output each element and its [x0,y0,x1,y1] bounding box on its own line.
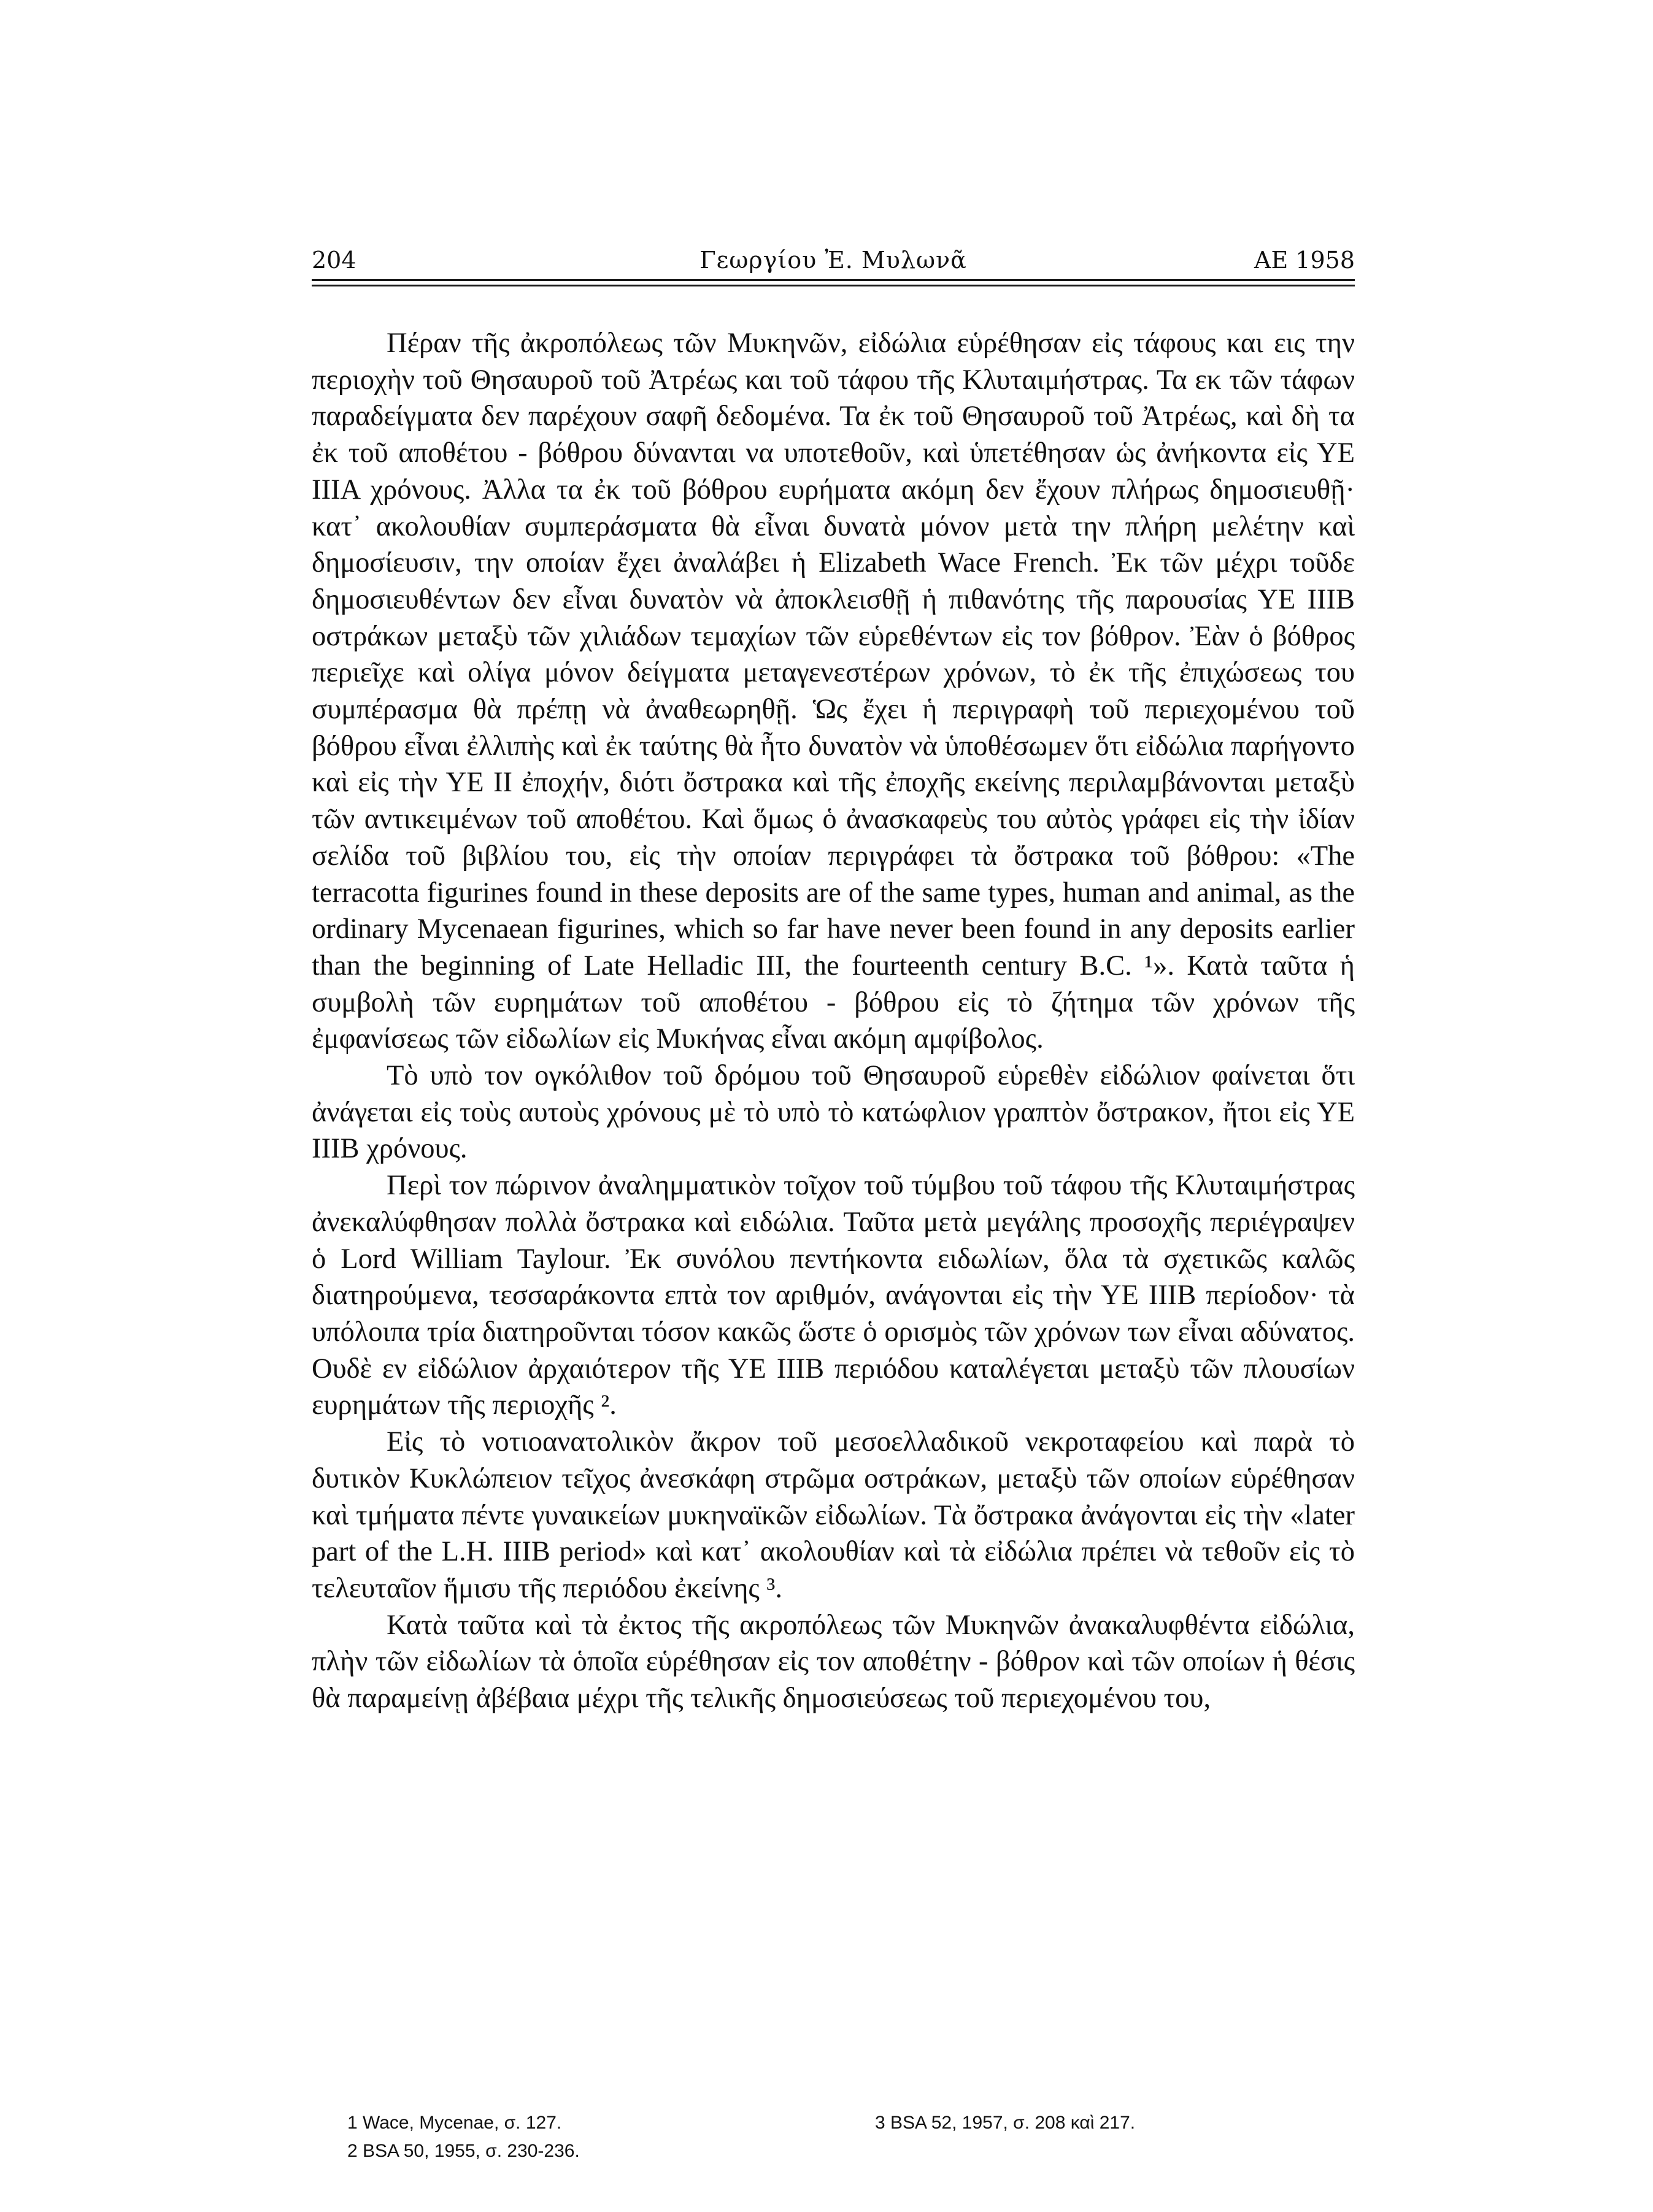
footnote-1: 1 Wace, Mycenae, σ. 127. [347,2113,562,2133]
running-head-journal: ΑΕ 1958 [1254,247,1355,274]
paragraph-2: Τὸ υπὸ τον ογκόλιθον τοῦ δρόμου τοῦ Θησαυροῦ εὑρεθὲν εἰδώλιον φαίνεται ὅτι ἀνάγεται εἰς τοὺς αυτοὺς χρόνους μὲ τὸ υπὸ τὸ κατώφλιον γραπτὸν ὄστρακον, ἤτοι εἰς ΥΕ ΙΙΙΒ χρόνους. [312,1060,1355,1165]
footnote-3: 3 BSA 52, 1957, σ. 208 καὶ 217. [875,2113,1136,2133]
header-rule-top [312,279,1355,281]
footnotes [312,2110,1355,2184]
running-head-author: Γεωργίου Ἐ. Μυλωνᾶ [699,247,967,274]
paragraph-5: Κατὰ ταῦτα καὶ τὰ ἐκτος τῆς ακροπόλεως τῶν Μυκηνῶν ἀνακαλυφθέντα εἰδώλια, πλὴν τῶν εἰδωλίων τὰ ὁποῖα εὑρέθησαν εἰς τον αποθέτην - βόθρον καὶ τῶν οποίων ἡ θέσις θὰ παραμείνῃ ἀβέβαια μέχρι τῆς τελικῆς δημοσιεύσεως τοῦ περιεχομένου του, [312,1609,1355,1715]
footnote-2: 2 BSA 50, 1955, σ. 230-236. [347,2141,580,2161]
header-rule-bottom [312,285,1355,286]
paragraph-3: Περὶ τον πώρινον ἀναλημματικὸν τοῖχον τοῦ τύμβου τοῦ τάφου τῆς Κλυταιμήστρας ἀνεκαλύφθησαν πολλὰ ὄστρακα καὶ ειδώλια. Ταῦτα μετὰ μεγάλης προσοχῆς περιέγραψεν ὁ Lord William Taylour. Ἐκ συνόλου πεντήκοντα ειδωλίων, ὅλα τὰ σχετικῶς καλῶς διατηρούμενα, τεσσαράκοντα επτὰ τον αριθμόν, ανάγονται εἰς τὴν ΥΕ ΙΙΙΒ περίοδον· τὰ υπόλοιπα τρία διατηροῦνται τόσον κακῶς ὥστε ὁ ορισμὸς τῶν χρόνων των εἶναι αδύνατος. Ουδὲ εν εἰδώλιον ἀρχαιότερον τῆς ΥΕ ΙΙΙΒ περιόδου καταλέγεται μεταξὺ τῶν πλουσίων ευρημάτων τῆς περιοχῆς ². [312,1170,1355,1421]
page-number: 204 [312,247,356,274]
paragraph-4: Εἰς τὸ νοτιοανατολικὸν ἄκρον τοῦ μεσοελλαδικοῦ νεκροταφείου καὶ παρὰ τὸ δυτικὸν Κυκλώπειον τεῖχος ἀνεσκάφη στρῶμα οστράκων, μεταξὺ τῶν οποίων εὑρέθησαν καὶ τμήματα πέντε γυναικείων μυκηναϊκῶν εἰδωλίων. Τὰ ὄστρακα ἀνάγονται εἰς τὴν «later part of the L.H. IIIB period» καὶ κατ᾽ ακολουθίαν καὶ τὰ εἰδώλια πρέπει νὰ τεθοῦν εἰς τὸ τελευταῖον ἥμισυ τῆς περιόδου ἐκείνης ³. [312,1426,1355,1604]
body-text [312,325,1355,1717]
paragraph-1: Πέραν τῆς ἀκροπόλεως τῶν Μυκηνῶν, εἰδώλια εὑρέθησαν εἰς τάφους και εις την περιοχὴν τοῦ Θησαυροῦ τοῦ Ἀτρέως και τοῦ τάφου τῆς Κλυταιμήστρας. Τα εκ τῶν τάφων παραδείγματα δεν παρέχουν σαφῆ δεδομένα. Τα ἐκ τοῦ Θησαυροῦ τοῦ Ἀτρέως, καὶ δὴ τα ἐκ τοῦ αποθέτου - βόθρου δύνανται να υποτεθοῦν, καὶ ὑπετέθησαν ὡς ἀνήκοντα εἰς ΥΕ ΙΙΙΑ χρόνους. Ἀλλα τα ἐκ τοῦ βόθρου ευρήματα ακόμη δεν ἔχουν πλήρως δημοσιευθῇ· κατ᾽ ακολουθίαν συμπεράσματα θὰ εἶναι δυνατὰ μόνον μετὰ την πλήρη μελέτην καὶ δημοσίευσιν, την οποίαν ἔχει ἀναλάβει ἡ Elizabeth Wace French. Ἐκ τῶν μέχρι τοῦδε δημοσιευθέντων δεν εἶναι δυνατὸν νὰ ἀποκλεισθῇ ἡ πιθανότης τῆς παρουσίας ΥΕ ΙΙΙΒ οστράκων μεταξὺ τῶν χιλιάδων τεμαχίων τῶν εὑρεθέντων εἰς τον βόθρον. Ἐὰν ὁ βόθρος περιεῖχε καὶ ολίγα μόνον δείγματα μεταγενεστέρων χρόνων, τὸ ἐκ τῆς ἐπιχώσεως του συμπέρασμα θὰ πρέπῃ νὰ ἀναθεωρηθῇ. Ὡς ἔχει ἡ περιγραφὴ τοῦ περιεχομένου τοῦ βόθρου εἶναι ἐλλιπὴς καὶ ἐκ ταύτης θὰ ἦτο δυνατὸν νὰ ὑποθέσωμεν ὅτι εἰδώλια παρήγοντο καὶ εἰς τὴν ΥΕ ΙΙ ἐποχήν, διότι ὄστρακα καὶ τῆς ἐποχῆς εκείνης περιλαμβάνονται μεταξὺ τῶν αντικειμένων τοῦ αποθέτου. Καὶ ὅμως ὁ ἀνασκαφεὺς του αὐτὸς γράφει εἰς τὴν ἰδίαν σελίδα τοῦ βιβλίου του, εἰς τὴν οποίαν περιγράφει τὰ ὄστρακα τοῦ βόθρου: «The terracotta figurines found in these deposits are of the same types, human and animal, as the ordinary Mycenaean figurines, which so far have never been found in any deposits earlier than the beginning of Late Helladic III, the fourteenth century B.C. ¹». Κατὰ ταῦτα ἡ συμβολὴ τῶν ευρημάτων τοῦ αποθέτου - βόθρου εἰς τὸ ζήτημα τῶν χρόνων τῆς ἐμφανίσεως τῶν εἰδωλίων εἰς Μυκήνας εἶναι ακόμη αμφίβολος. [312,328,1355,1055]
running-head [312,247,1355,283]
